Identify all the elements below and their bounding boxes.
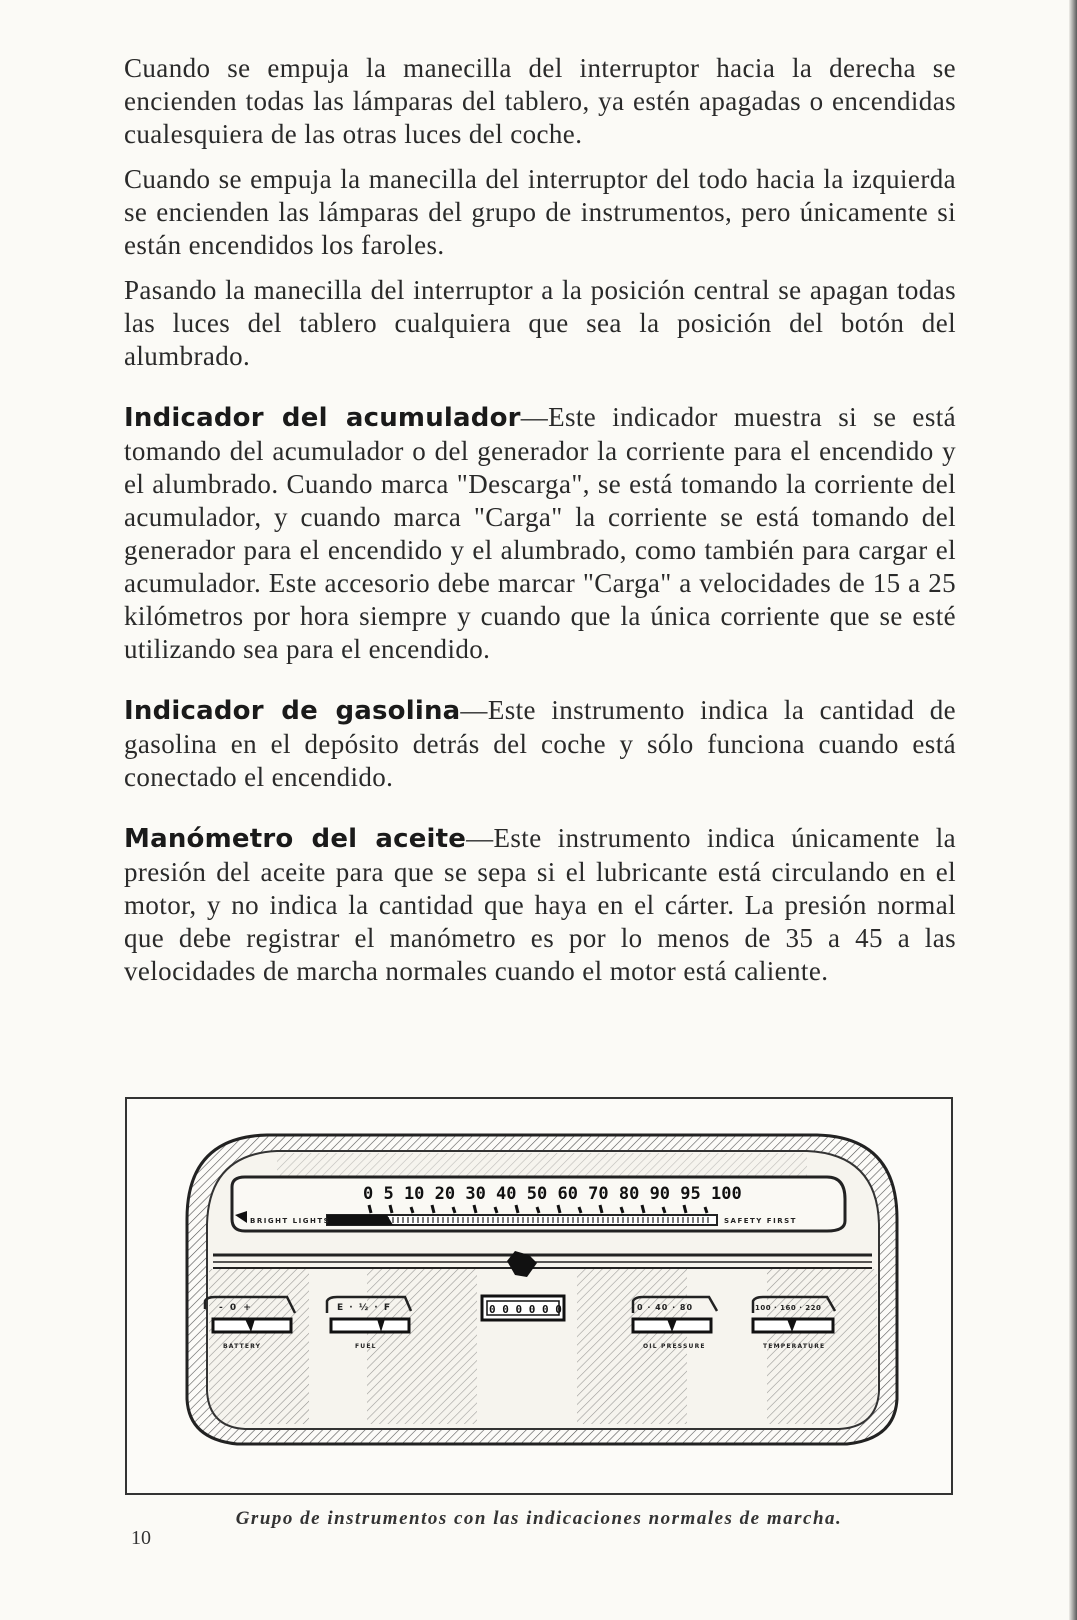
paragraph-dash-lights-center: Pasando la manecilla del interruptor a la posición central se apagan todas las luces del tablero cualquiera que sea la posición del botón del alumbrado. [124, 275, 956, 371]
section-battery-indicator [124, 401, 956, 666]
page-number: 10 [131, 1527, 151, 1549]
battery-label: BATTERY [223, 1343, 262, 1350]
hatch-center-left [367, 1269, 477, 1424]
temperature-label: TEMPERATURE [763, 1343, 826, 1350]
bright-lights-label: BRIGHT LIGHTS [250, 1217, 331, 1225]
fuel-scale: E · ½ · F [337, 1303, 392, 1313]
odometer-digits: 0 0 0 0 0 0 [489, 1303, 562, 1316]
temperature-scale: 100 · 160 · 220 [755, 1304, 822, 1312]
fuel-label: FUEL [355, 1343, 377, 1350]
body-oil-pressure: —Este instrumento indica únicamente la presión del aceite para que se sepa si el lubricante está circulando en el motor, y no indica la cantidad que haya en el cárter. La presión normal que debe registrar el manómetro es por lo menos de 35 a 45 a las velocidades de marcha normales cuando el motor está caliente. [124, 823, 956, 986]
body-battery-indicator: —Este indicador muestra si se está tomando del acumulador o del generador la corriente para el encendido y el alumbrado. Cuando marca "Descarga", se está tomando la corriente del acumulador, y cuando marca "Carga" la corriente se está tomando del generador para el encendido y el alumbrado, como también para cargar el acumulador. Este accesorio debe marcar "Carga" a velocidades de 15 a 25 kilómetros por hora siempre y cuando que la única corriente que se esté utilizando sea para el encendido. [124, 402, 957, 664]
speedometer-needle [327, 1215, 393, 1225]
odometer [482, 1296, 564, 1320]
page-edge-shadow [1069, 0, 1077, 1620]
speedometer-scale: 0 5 10 20 30 40 50 60 70 80 90 95 100 [363, 1184, 742, 1204]
paragraph-dash-lights-left: Cuando se empuja la manecilla del interruptor del todo hacia la izquierda se encienden las lámparas del grupo de instrumentos, pero únicamente si están encendidos los faroles. [124, 164, 956, 260]
battery-scale: - 0 + [219, 1303, 253, 1313]
body-fuel-indicator: —Este instrumento indica la cantidad de gasolina en el depósito detrás del coche y sólo funciona cuando está conectado el encendido. [124, 695, 956, 792]
safety-first-label: SAFETY FIRST [724, 1217, 797, 1225]
heading-fuel-indicator: Indicador de gasolina [124, 696, 461, 726]
oil-pressure-label: OIL PRESSURE [643, 1343, 706, 1350]
paragraph-dash-lights-right: Cuando se empuja la manecilla del interruptor hacia la derecha se encienden todas las lámparas del tablero, ya estén apagadas o encendidas cualesquiera de las otras luces del coche. [124, 53, 956, 149]
instrument-cluster-drawing [127, 1099, 951, 1493]
oil-pressure-scale: 0 · 40 · 80 [637, 1303, 694, 1312]
body-text [124, 52, 956, 1000]
section-oil-pressure [124, 822, 956, 988]
heading-battery-indicator: Indicador del acumulador [124, 403, 521, 433]
section-fuel-indicator [124, 694, 956, 794]
heading-oil-pressure: Manómetro del aceite [124, 824, 467, 854]
instrument-cluster-figure [125, 1097, 953, 1495]
figure-caption: Grupo de instrumentos con las indicaciones normales de marcha. [235, 1508, 843, 1529]
